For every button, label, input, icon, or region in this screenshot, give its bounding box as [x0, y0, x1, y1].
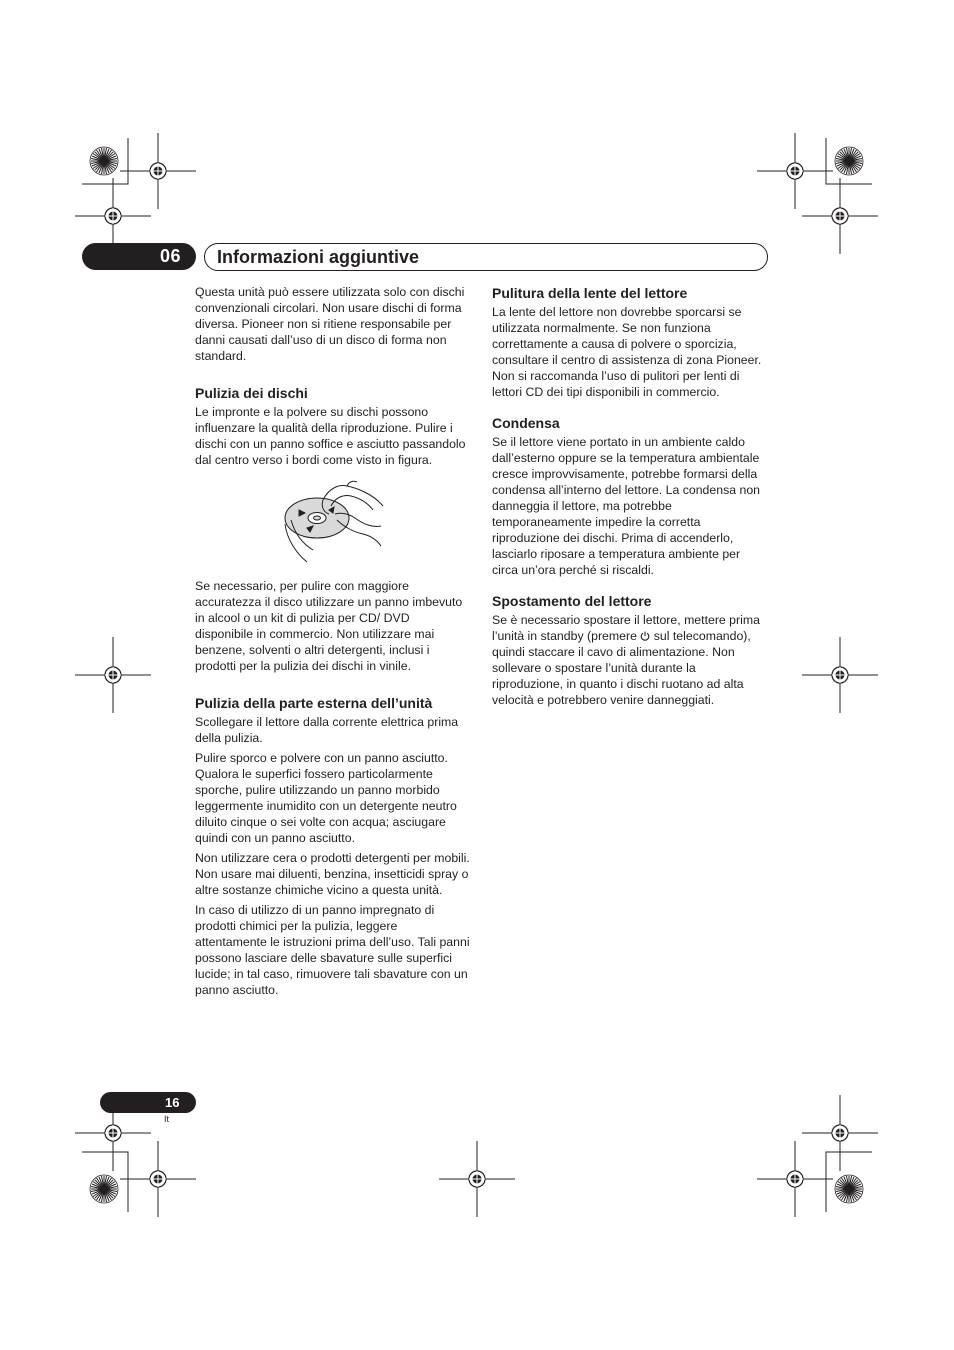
disc-cleaning-illustration — [277, 480, 389, 564]
intro-paragraph: Questa unità può essere utilizzata solo con dischi convenzionali circolari. Non usare dischi di forma diversa. Pioneer non si ritiene responsabile per danni causati dall’uso di un disco di forma non standard. — [195, 285, 465, 363]
condensation-paragraph: Se il lettore viene portato in un ambiente caldo dall’esterno oppure se la temperatura ambientale cresce improvvisamente, potrebbe formarsi della condensa all’interno del lettore. La condensa non danneggia il lettore, ma potrebbe temporaneamente impedire la corretta riproduzione dei dischi. Prima di accenderlo, lasciarlo riposare a temperatura ambiente per circa un’ora perché si riscaldi. — [492, 435, 760, 577]
chapter-number: 06 — [160, 246, 182, 266]
exterior-paragraph-1: Scollegare il lettore dalla corrente elettrica prima della pulizia. — [195, 715, 459, 745]
chapter-title: Informazioni aggiuntive — [217, 247, 420, 267]
moving-player-paragraph — [492, 612, 768, 708]
heading-lens-cleaning: Pulitura della lente del lettore — [492, 285, 688, 301]
heading-cleaning-discs: Pulizia dei dischi — [195, 385, 308, 401]
cleaning-discs-paragraph-2: Se necessario, per pulire con maggiore accuratezza il disco utilizzare un panno imbevuto in alcool o un kit di pulizia per CD/ DVD disponibile in commercio. Non utilizzare mai benzene, solventi o altri detergenti, inclusi i prodotti per la pulizia dei dischi in vinile. — [195, 579, 463, 673]
exterior-paragraph-4: In caso di utilizzo di un panno impregnato di prodotti chimici per la pulizia, leggere attentamente le istruzioni prima dell’uso. Tali panni possono lasciare delle sbavature sulle superfici lucide; in tal caso, rimuovere tali sbavature con un panno asciutto. — [195, 903, 470, 997]
lens-cleaning-paragraph: La lente del lettore non dovrebbe sporcarsi se utilizzata normalmente. Se non funziona correttamente a causa di polvere o sporcizia, consultare il centro di assistenza di zona Pioneer. Non si raccomanda l’uso di pulitori per lenti di lettori CD dei tipi disponibili in commercio. — [492, 305, 762, 399]
exterior-paragraph-2: Pulire sporco e polvere con un panno asciutto. Qualora le superfici fossero particolarmente sporche, pulire utilizzando un panno morbido leggermente inumidito con un detergente neutro diluito cinque o sei volte con acqua; asciugare quindi con un panno asciutto. — [195, 751, 457, 845]
heading-condensation: Condensa — [492, 415, 560, 431]
page-number: 16 — [165, 1095, 180, 1110]
language-code: It — [164, 1114, 170, 1124]
cleaning-discs-paragraph-1: Le impronte e la polvere su dischi possono influenzare la qualità della riproduzione. Pulire i dischi con un panno soffice e asciutto passandolo dal centro verso i bordi come visto in figura. — [195, 405, 466, 467]
page-number-badge — [100, 1092, 196, 1113]
moving-text-part-2: sul telecomando), quindi staccare il cavo di alimentazione. Non sollevare o spostare l’unità durante la riproduzione, in quanto i dischi ruotano ad alta velocità e potrebbero venire danneggiati. — [492, 629, 751, 707]
exterior-paragraph-3: Non utilizzare cera o prodotti detergenti per mobili. Non usare mai diluenti, benzina, insetticidi spray o altre sostanze chimiche vicino a questa unità. — [195, 851, 470, 897]
moving-text-part-1: Se è necessario spostare il lettore, mettere prima l’unità in standby (premere — [492, 613, 760, 643]
left-column — [195, 284, 470, 1002]
heading-moving-player: Spostamento del lettore — [492, 593, 652, 609]
right-column — [492, 284, 768, 712]
standby-power-icon — [640, 631, 650, 641]
heading-exterior-cleaning: Pulizia della parte esterna dell’unità — [195, 695, 433, 711]
